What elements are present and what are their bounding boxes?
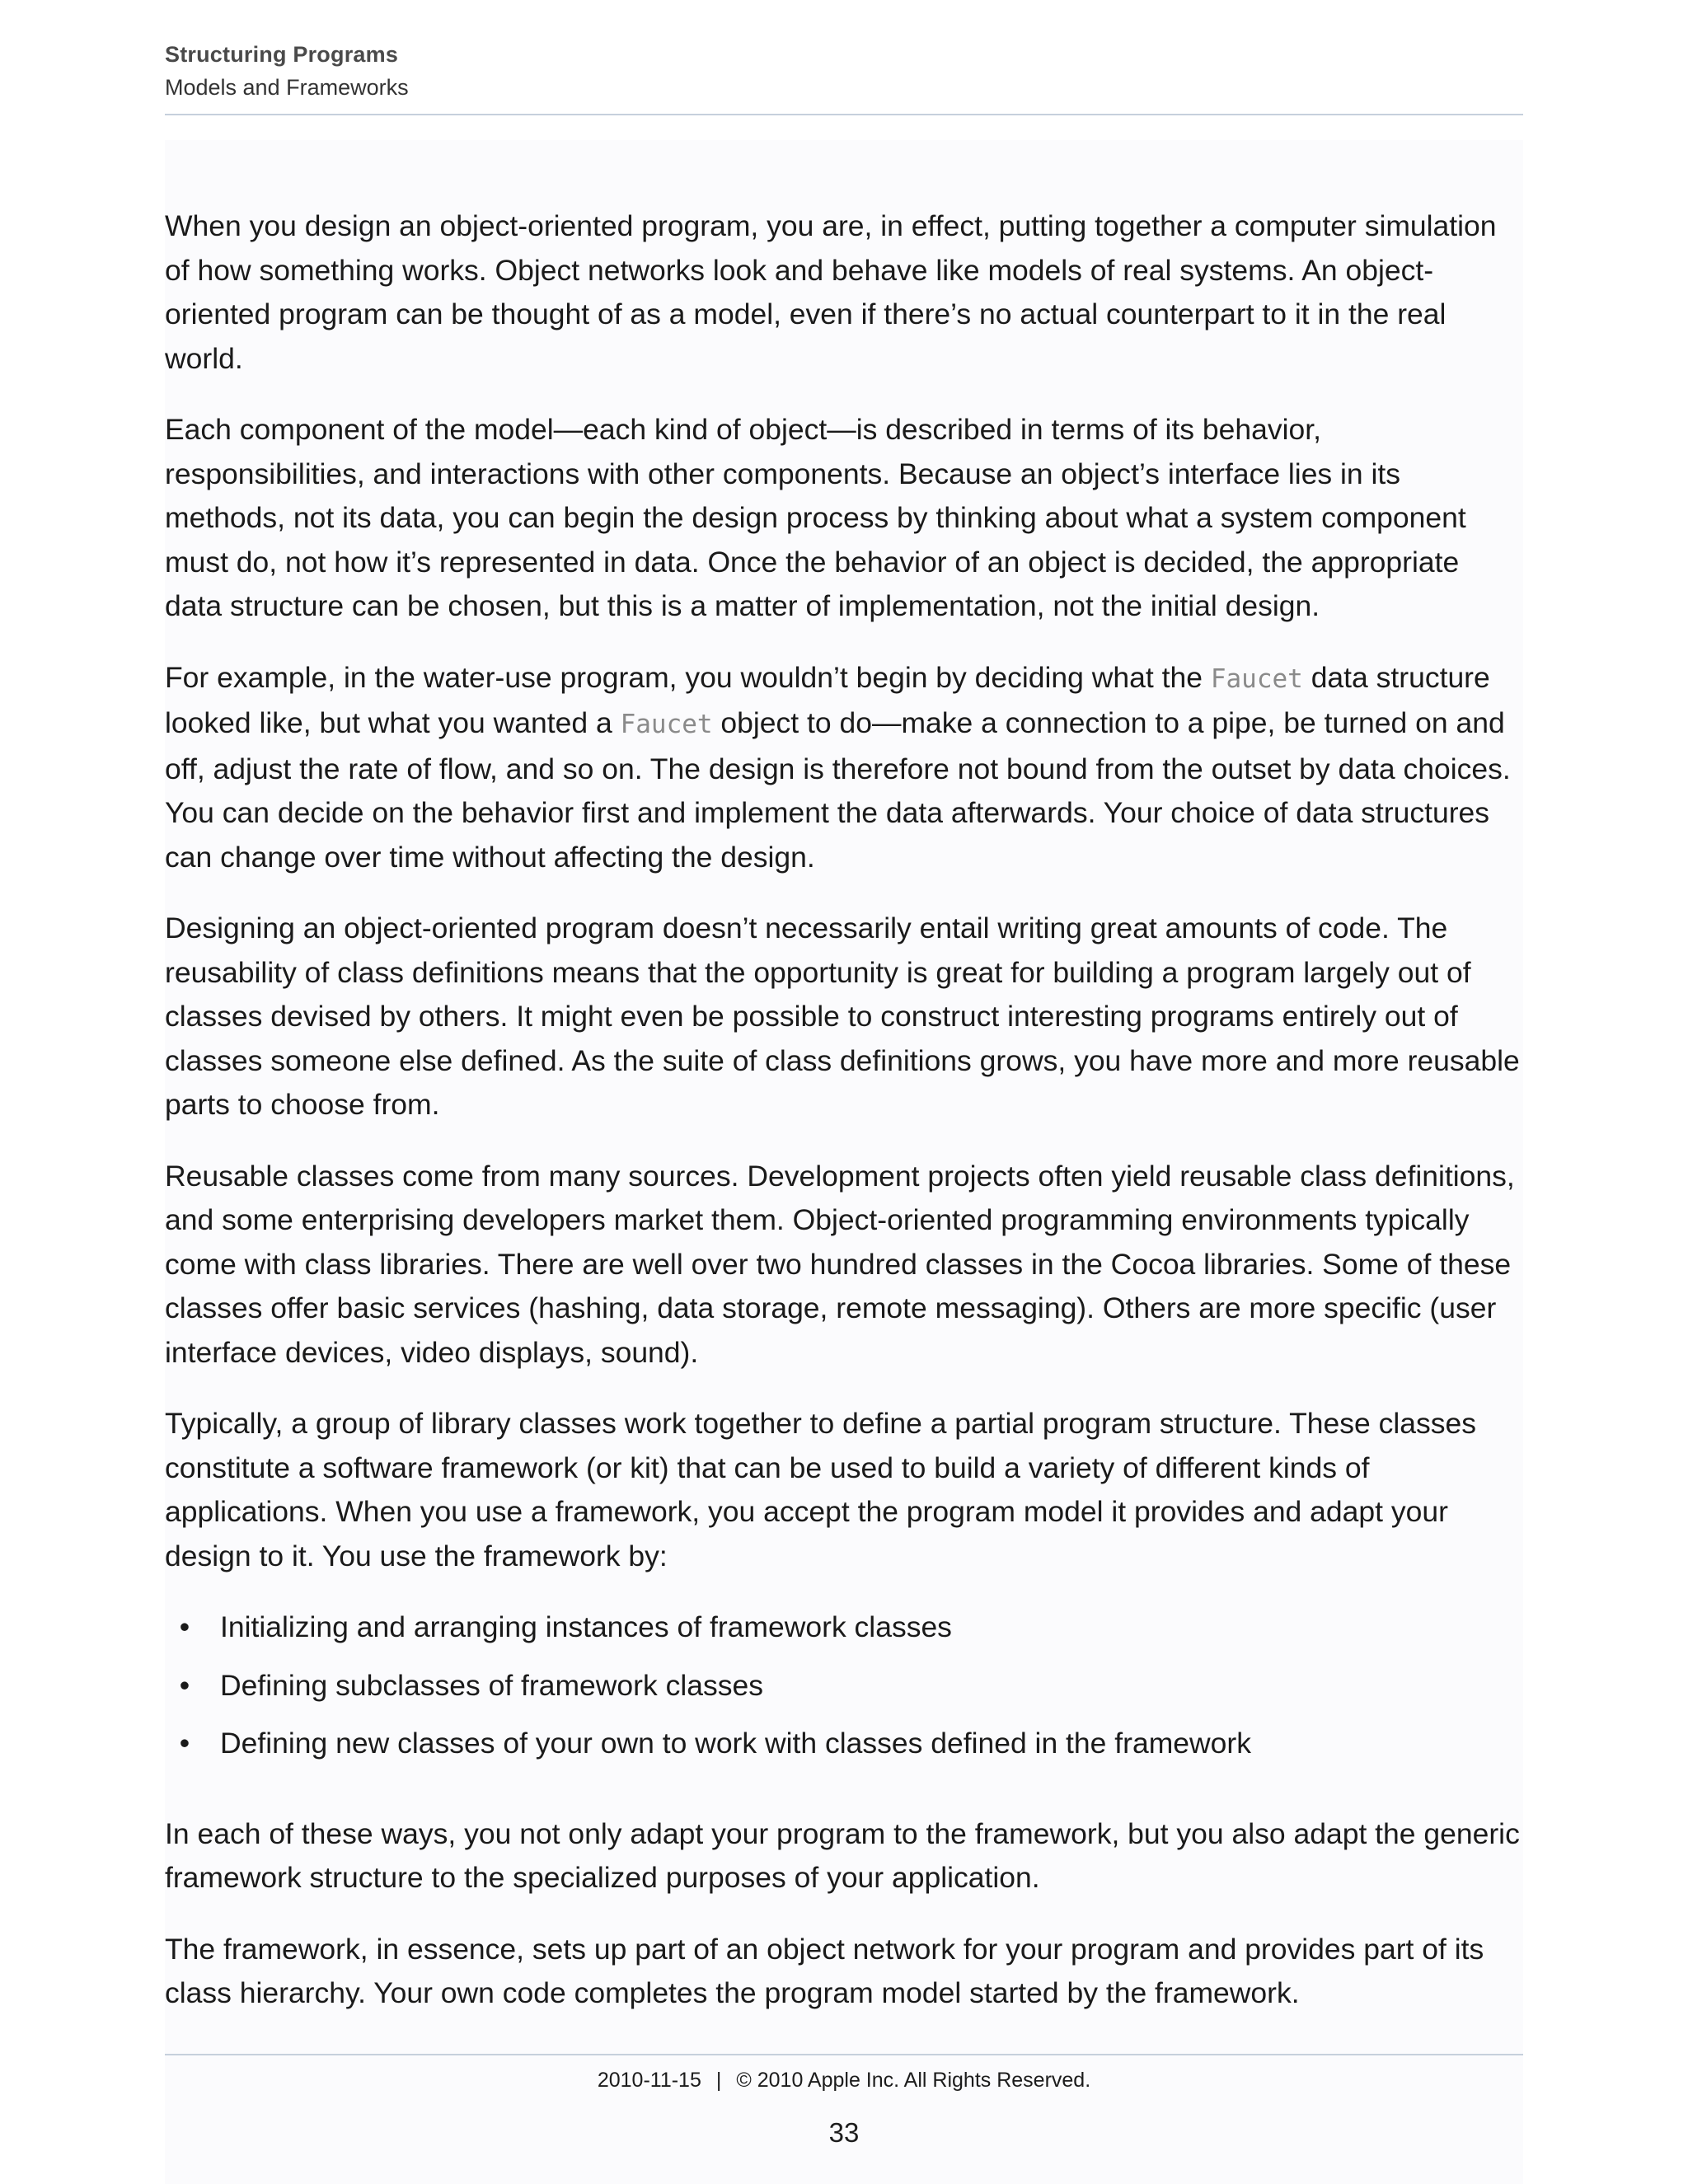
paragraph-models: When you design an object-oriented program, you are, in effect, putting together a computer simulation of how something works. Object networks look and behave like models of real systems. An object-oriented program can be thought of as a model, even if there’s no actual counterpart to it in the real world. <box>165 209 1497 375</box>
code-faucet: Faucet <box>620 710 713 739</box>
list-item <box>165 1664 1523 1708</box>
footer-separator: | <box>715 2069 722 2092</box>
list-item <box>165 1722 1523 1766</box>
paragraph-adapt: In each of these ways, you not only adapt your program to the framework, but you also adapt the generic framework structure to the specialized purposes of your application. <box>165 1816 1520 1894</box>
bullet-icon: • <box>179 1610 190 1643</box>
footer <box>165 2065 1523 2095</box>
list-item-text: Initializing and arranging instances of framework classes <box>220 1610 952 1643</box>
paragraph-frameworks: Typically, a group of library classes work together to define a partial program structure. These classes constitute a software framework (or kit) that can be used to build a variety of different kinds of applications. When you use a framework, you accept the program model it provides and adapt your design to it. You use the framework by: <box>165 1407 1476 1572</box>
list-item-text: Defining subclasses of framework classes <box>220 1668 763 1702</box>
page-number: 33 <box>828 2117 860 2148</box>
paragraph-reusable-classes: Reusable classes come from many sources. Development projects often yield reusable class definitions, and some enterprising developers market them. Object-oriented programming environments typically come with class libraries. There are well over two hundred classes in the Cocoa libraries. Some of these classes offer basic services (hashing, data storage, remote messaging). Others are more specific (user interface devices, video displays, sound). <box>165 1159 1515 1369</box>
running-header <box>165 38 1523 104</box>
code-faucet: Faucet <box>1210 663 1303 694</box>
list-item-text: Defining new classes of your own to work with classes defined in the framework <box>220 1727 1251 1760</box>
footer-copyright: © 2010 Apple Inc. All Rights Reserved. <box>736 2069 1091 2092</box>
bullet-icon: • <box>179 1727 190 1760</box>
header-section-title: Models and Frameworks <box>165 75 409 100</box>
main-content <box>165 204 1523 2043</box>
footer-divider <box>165 2054 1523 2055</box>
paragraph-reusability: Designing an object-oriented program doesn’t necessarily entail writing great amounts of code. The reusability of class definitions means that the opportunity is great for building a program largely out of classes devised by others. It might even be possible to construct interesting programs entirely out of classes someone else defined. As the suite of class definitions grows, you have more and more reusable parts to choose from. <box>165 912 1520 1121</box>
footer-date: 2010-11-15 <box>597 2069 701 2092</box>
paragraph-text: object to do—make a connection to a pipe, be turned on and off, adjust the rate of flow, and so on. The design is therefore not bound from the outset by data choices. You can decide on the behavior first and implement the data afterwards. Your choice of data structures can change over time without affecting the design. <box>165 706 1511 874</box>
framework-usage-list <box>165 1605 1523 1766</box>
paragraph-text: data structure looked like, but what you wanted a <box>165 660 1490 739</box>
header-divider <box>165 114 1523 115</box>
paragraph-text: For example, in the water-use program, you wouldn’t begin by deciding what the <box>165 660 1211 694</box>
paragraph-faucet-example <box>165 656 1523 880</box>
header-chapter-title: Structuring Programs <box>165 42 399 67</box>
bullet-icon: • <box>179 1668 190 1702</box>
list-item <box>165 1605 1523 1650</box>
paragraph-components: Each component of the model—each kind of object—is described in terms of its behavior, responsibilities, and interactions with other components. Because an object’s interface lies in its methods, not its data, you can begin the design process by thinking about what a system component must do, not how it’s represented in data. Once the behavior of an object is decided, the appropriate data structure can be chosen, but this is a matter of implementation, not the initial design. <box>165 413 1466 622</box>
paragraph-framework-essence: The framework, in essence, sets up part of an object network for your program and provides part of its class hierarchy. Your own code completes the program model started by the framework. <box>165 1932 1484 2009</box>
